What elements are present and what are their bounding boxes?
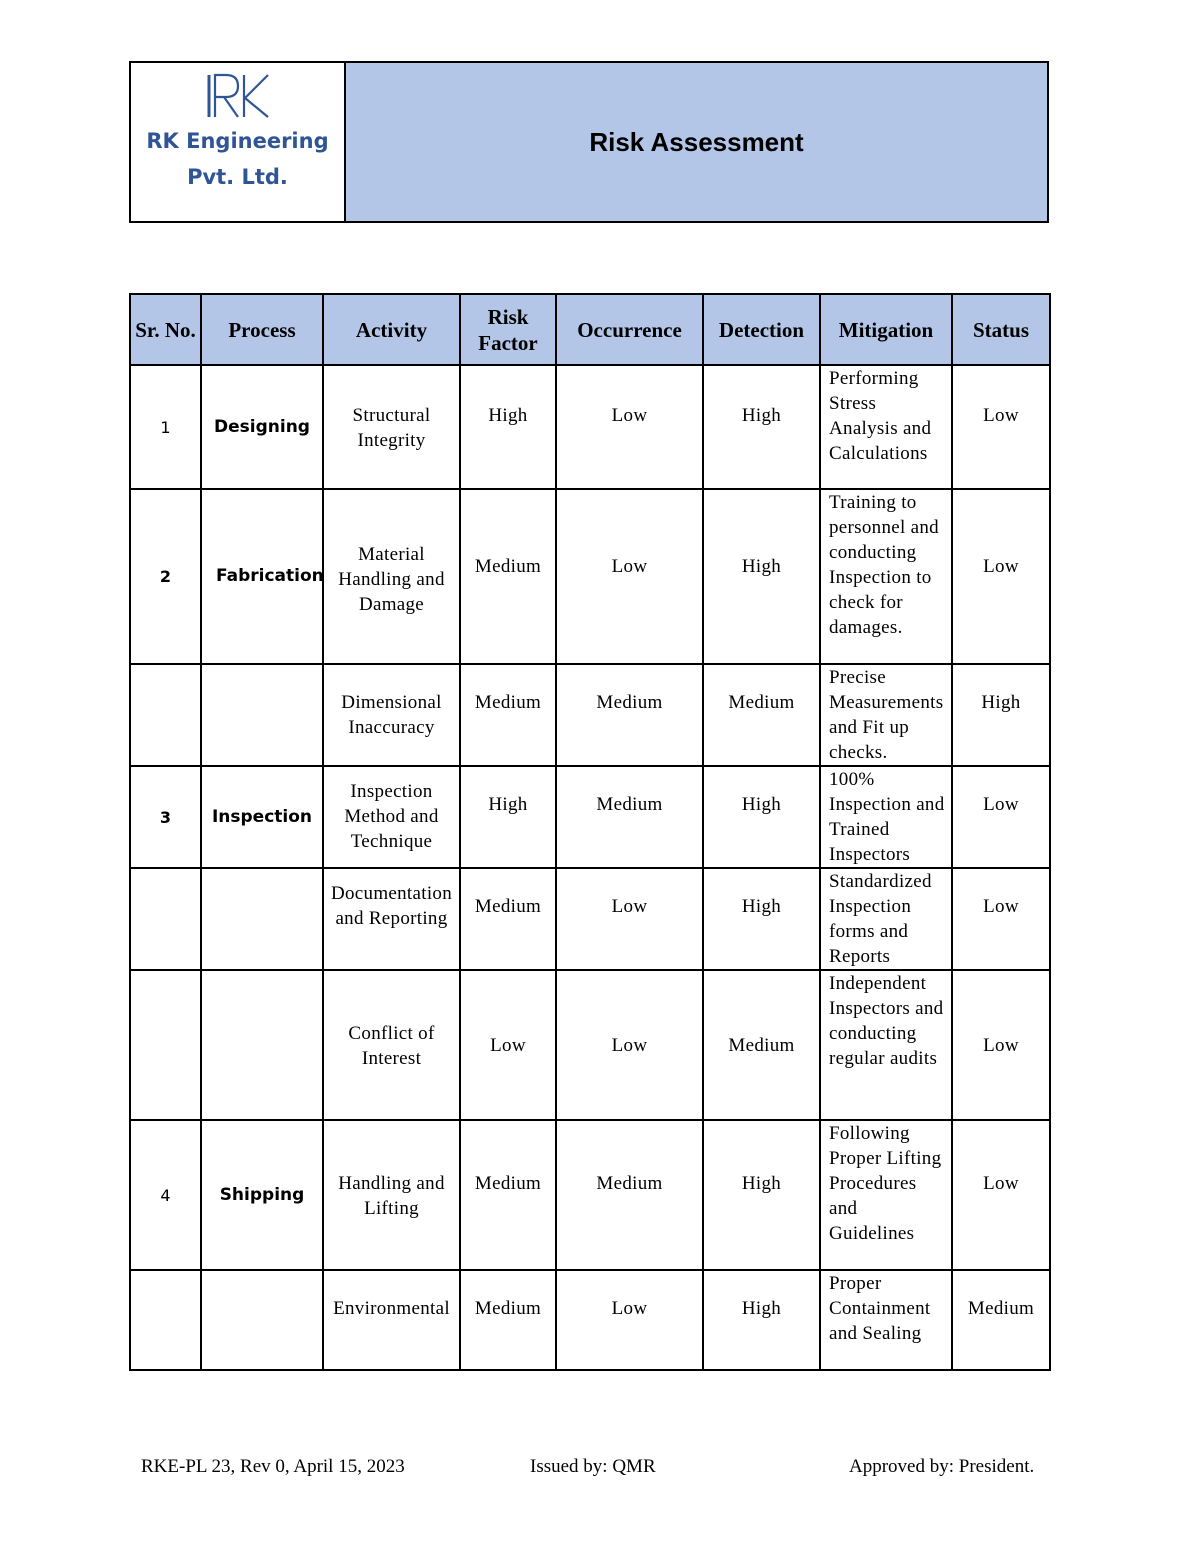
header-activity: Activity — [323, 294, 460, 365]
cell-sr-no: 2 — [130, 489, 201, 664]
cell-mitigation: Standardized Inspection forms and Reports — [820, 868, 952, 970]
document-title: Risk Assessment — [589, 126, 804, 157]
document-header — [129, 61, 1049, 223]
cell-occurrence: Low — [556, 970, 703, 1120]
cell-process — [201, 868, 323, 970]
cell-activity: Conflict of Interest — [323, 970, 460, 1120]
cell-activity: Inspection Method and Technique — [323, 766, 460, 868]
cell-risk-factor: High — [460, 766, 556, 868]
cell-mitigation: Proper Containment and Sealing — [820, 1270, 952, 1370]
company-name-line2: Pvt. Ltd. — [187, 165, 288, 189]
cell-detection: High — [703, 365, 820, 489]
cell-detection: Medium — [703, 970, 820, 1120]
cell-process: Shipping — [201, 1120, 323, 1270]
cell-detection: High — [703, 868, 820, 970]
header-process: Process — [201, 294, 323, 365]
cell-occurrence: Medium — [556, 664, 703, 766]
cell-activity: Documentation and Reporting — [323, 868, 460, 970]
cell-mitigation: Performing Stress Analysis and Calculations — [820, 365, 952, 489]
cell-process — [201, 1270, 323, 1370]
cell-occurrence: Low — [556, 365, 703, 489]
cell-activity: Structural Integrity — [323, 365, 460, 489]
table-row — [130, 1270, 1050, 1370]
table-row — [130, 1120, 1050, 1270]
cell-detection: High — [703, 1120, 820, 1270]
footer-doc-ref: RKE-PL 23, Rev 0, April 15, 2023 — [141, 1456, 405, 1477]
cell-occurrence: Low — [556, 1270, 703, 1370]
cell-process: Inspection — [201, 766, 323, 868]
cell-process — [201, 664, 323, 766]
risk-assessment-table — [129, 293, 1051, 1371]
cell-sr-no — [130, 868, 201, 970]
header-detection: Detection — [703, 294, 820, 365]
cell-risk-factor: Medium — [460, 868, 556, 970]
header-status: Status — [952, 294, 1050, 365]
title-block — [346, 63, 1047, 221]
cell-sr-no — [130, 1270, 201, 1370]
table-row — [130, 489, 1050, 664]
cell-sr-no: 4 — [130, 1120, 201, 1270]
cell-occurrence: Low — [556, 489, 703, 664]
table-row — [130, 868, 1050, 970]
cell-activity: Dimensional Inaccuracy — [323, 664, 460, 766]
header-sr-no: Sr. No. — [130, 294, 201, 365]
cell-mitigation: Independent Inspectors and conducting regular audits — [820, 970, 952, 1120]
cell-risk-factor: Medium — [460, 1270, 556, 1370]
header-occurrence: Occurrence — [556, 294, 703, 365]
cell-status: High — [952, 664, 1050, 766]
cell-activity: Material Handling and Damage — [323, 489, 460, 664]
company-name — [146, 123, 328, 195]
cell-status: Low — [952, 489, 1050, 664]
footer-approved-by: Approved by: President. — [849, 1456, 1035, 1477]
logo-block — [131, 63, 346, 221]
cell-detection: High — [703, 489, 820, 664]
cell-mitigation: Following Proper Lifting Procedures and Guidelines — [820, 1120, 952, 1270]
table-row — [130, 766, 1050, 868]
cell-risk-factor: Medium — [460, 664, 556, 766]
cell-status: Low — [952, 868, 1050, 970]
cell-activity: Handling and Lifting — [323, 1120, 460, 1270]
cell-detection: Medium — [703, 664, 820, 766]
table-header-row — [130, 294, 1050, 365]
cell-mitigation: Training to personnel and conducting Inspection to check for damages. — [820, 489, 952, 664]
cell-mitigation: 100% Inspection and Trained Inspectors — [820, 766, 952, 868]
cell-status: Low — [952, 766, 1050, 868]
footer-issued-by: Issued by: QMR — [530, 1456, 656, 1477]
cell-sr-no: 1 — [130, 365, 201, 489]
cell-sr-no — [130, 664, 201, 766]
cell-status: Low — [952, 365, 1050, 489]
table-row — [130, 970, 1050, 1120]
cell-detection: High — [703, 1270, 820, 1370]
company-name-line1: RK Engineering — [146, 129, 329, 153]
cell-occurrence: Medium — [556, 766, 703, 868]
cell-risk-factor: Medium — [460, 489, 556, 664]
cell-risk-factor: Low — [460, 970, 556, 1120]
table-row — [130, 365, 1050, 489]
cell-activity: Environmental — [323, 1270, 460, 1370]
table-row — [130, 664, 1050, 766]
cell-detection: High — [703, 766, 820, 868]
cell-process: Fabrication — [201, 489, 323, 664]
cell-process: Designing — [201, 365, 323, 489]
cell-status: Low — [952, 970, 1050, 1120]
cell-mitigation: Precise Measurements and Fit up checks. — [820, 664, 952, 766]
cell-risk-factor: High — [460, 365, 556, 489]
cell-sr-no — [130, 970, 201, 1120]
company-logo — [202, 67, 274, 123]
cell-status: Low — [952, 1120, 1050, 1270]
header-risk-factor: Risk Factor — [460, 294, 556, 365]
cell-occurrence: Low — [556, 868, 703, 970]
cell-status: Medium — [952, 1270, 1050, 1370]
cell-process — [201, 970, 323, 1120]
cell-occurrence: Medium — [556, 1120, 703, 1270]
cell-sr-no: 3 — [130, 766, 201, 868]
header-mitigation: Mitigation — [820, 294, 952, 365]
cell-risk-factor: Medium — [460, 1120, 556, 1270]
